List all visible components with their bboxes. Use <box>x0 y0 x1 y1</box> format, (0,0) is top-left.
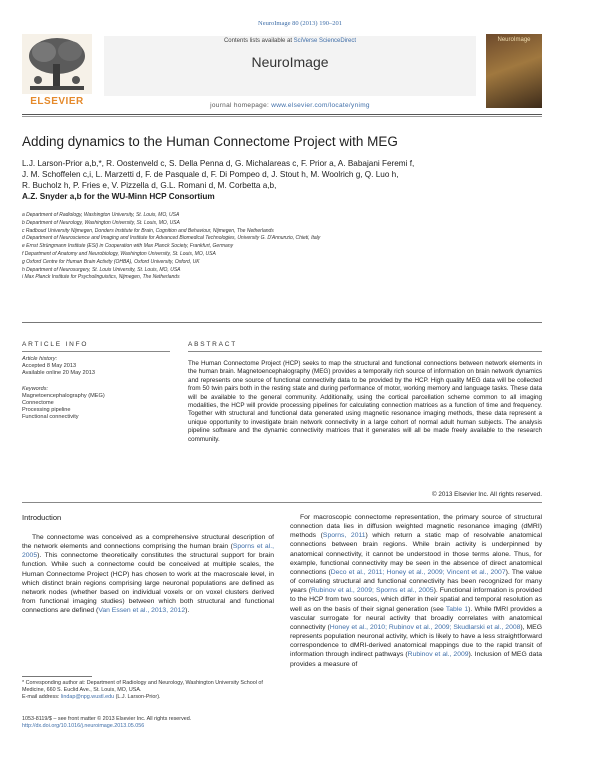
affiliation: c Radboud University Nijmegen, Donders Institute for Brain, Cognition and Behaviour, Nijmegen, The Netherlands <box>22 227 274 234</box>
article-info-divider <box>22 351 170 352</box>
keyword: Functional connectivity <box>22 414 79 421</box>
affiliation: g Oxford Centre for Human Brain Activity (OHBA), Oxford University, Oxford, UK <box>22 258 200 265</box>
citation-link[interactable]: Van Essen et al., 2013, 2012 <box>98 607 186 615</box>
journal-cover-image <box>486 34 542 108</box>
homepage-link[interactable]: www.elsevier.com/locate/ynimg <box>271 102 370 109</box>
keywords-label: Keywords: <box>22 385 49 392</box>
citation-link[interactable]: Sporns et al., 2005 <box>22 543 274 560</box>
authors-line: J. M. Schoffelen c,i, L. Marzetti d, F. de Pasquale d, F. Di Pompeo d, J. Stout h, M. Woolrich g, Q. Luo h, <box>22 170 399 179</box>
body-text: The connectome was conceived as a comprehensive structural description of the network elements and connections comprising the human brain ( <box>22 534 274 551</box>
issn-line: 1053-8119/$ – see front matter © 2013 Elsevier Inc. All rights reserved. <box>22 716 192 722</box>
email-link[interactable]: lindap@npg.wustl.edu <box>60 694 115 700</box>
abstract-divider <box>188 351 542 352</box>
table-link[interactable]: Table 1 <box>445 605 469 613</box>
body-text: For macroscopic connectome representation, the primary source of structural connection data lies in diffusion weighted magnetic resonance imaging (dMRI) methods ( <box>290 514 542 540</box>
abstract-heading: ABSTRACT <box>188 341 238 348</box>
affiliation: f Department of Anatomy and Neurobiology, Washington University, St. Louis, MO, USA <box>22 250 216 257</box>
article-info-heading: ARTICLE INFO <box>22 341 89 348</box>
authors-line: R. Bucholz h, P. Fries e, V. Pizzella d, G.L. Romani d, M. Corbetta a,b, <box>22 181 277 190</box>
contents-line <box>104 38 476 44</box>
body-left-column <box>22 533 274 615</box>
journal-homepage <box>104 102 476 109</box>
email-line <box>22 694 274 701</box>
abstract-bottom-divider <box>22 502 542 503</box>
affiliation: i Max Planck Institute for Psycholinguistics, Nijmegen, The Netherlands <box>22 274 180 281</box>
journal-title: NeuroImage <box>251 54 329 70</box>
affiliation: h Department of Neurosurgery, St. Louis University, St. Louis, MO, USA <box>22 266 181 273</box>
elsevier-tree-logo <box>22 34 92 94</box>
homepage-prefix: journal homepage: <box>210 102 272 109</box>
affiliation-divider <box>22 322 542 323</box>
footnote-divider <box>22 676 92 677</box>
online-date: Available online 20 May 2013 <box>22 370 95 377</box>
body-text: ). The value of correlating structural and functional connectivity has been recognized for many years ( <box>290 568 542 595</box>
affiliation: a Department of Radiology, Washington University, St. Louis, MO, USA <box>22 212 180 218</box>
body-text: ). While fMRI provides a vascular surrogate for neural activity that broadly correlates with anatomical connectivity ( <box>290 605 542 631</box>
issn-block <box>22 716 274 730</box>
journal-citation[interactable]: NeuroImage 80 (2013) 190–201 <box>258 20 342 27</box>
email-suffix: (L.J. Larson-Prior). <box>114 694 161 700</box>
contents-prefix: Contents lists available at <box>223 38 294 44</box>
history-label: Article history: <box>22 356 58 362</box>
keyword: Connectome <box>22 400 54 407</box>
header-divider-thin <box>22 116 542 117</box>
citation-link[interactable]: Deco et al., 2011; Honey et al., 2009; Vincent et al., 2007 <box>330 568 506 576</box>
authors-line: L.J. Larson-Prior a,b,*, R. Oostenveld c, S. Della Penna d, G. Michalareas c, F. Prior a, A. Babajani Feremi f, <box>22 159 415 168</box>
citation-link[interactable]: Honey et al., 2010; Rubinov et al., 2009; Skudlarski et al., 2008 <box>329 623 521 631</box>
author-list <box>22 158 562 202</box>
body-right-column <box>290 513 542 669</box>
keyword: Processing pipeline <box>22 407 71 414</box>
abstract-copyright: © 2013 Elsevier Inc. All rights reserved. <box>432 491 542 498</box>
citation-link[interactable]: Rubinov et al., 2009; Sporns et al., 2005 <box>310 587 434 595</box>
body-text: ). <box>185 607 190 615</box>
article-info <box>22 356 172 422</box>
body-text: ). This connectome theoretically constitutes the structural support for brain function. While such a connectome could be conceived at multiple scales, the Human Connectome Project (HCP) has chosen to work at the macroscale level, in which distinct brain regions comprising large neuronal populations are defined as network nodes (whether based on individual voxels or on voxel clusters derived from functional imaging studies) between which both structural and functional connections are defined ( <box>22 552 274 615</box>
affiliation: e Ernst Strüngmann Institute (ESI) in Cooperation with Max Planck Society, Frankfurt, Germany <box>22 243 234 250</box>
authors-line: A.Z. Snyder a,b for the WU-Minn HCP Consortium <box>22 192 215 201</box>
body-text: ), MEG represents population neuronal activity, which is likely to have a less straightforward correspondence to dMRI-derived anatomical mappings due to the rapid transit of information through indirect pathways ( <box>290 623 543 659</box>
paper-title: Adding dynamics to the Human Connectome Project with MEG <box>22 134 398 149</box>
body-text: ). Inclusion of MEG data provides a measure of <box>290 651 542 668</box>
affiliation: d Department of Neuroscience and Imaging and Institute for Advanced Biomedical Technologies, University G. D'Annunzio, Chieti, Italy <box>22 235 321 242</box>
sciencedirect-link[interactable]: SciVerse ScienceDirect <box>293 38 357 44</box>
corresponding-author: * Corresponding author at: Department of Radiology and Neurology, Washington University School of Medicine, 660 S. Euclid Ave., St. Louis, MO, USA. <box>22 680 263 693</box>
citation-link[interactable]: Sporns, 2011 <box>322 532 366 540</box>
citation-link[interactable]: Rubinov et al., 2009 <box>407 651 469 659</box>
header-divider <box>22 114 542 115</box>
affiliations <box>22 212 562 282</box>
corresponding-footnote <box>22 680 274 701</box>
body-text: ) which return a static map of resolvable anatomical connections between brain regions. While brain activity is underpinned by anatomical connectivity, it cannot be understood in those terms alone. Thus, for example, functional connectivity may be seen in the absence of direct anatomical connections ( <box>290 532 542 576</box>
introduction-heading: Introduction <box>22 513 62 522</box>
doi-link[interactable]: http://dx.doi.org/10.1016/j.neuroimage.2013.05.056 <box>22 723 145 729</box>
affiliation: b Department of Neurology, Washington University, St. Louis, MO, USA <box>22 219 180 226</box>
email-label: E-mail address: <box>22 694 61 700</box>
publisher-name: ELSEVIER <box>30 96 84 107</box>
accepted-date: Accepted 8 May 2013 <box>22 363 77 370</box>
body-text: ). Functional information is provided to the HCP from two sources, which differ in their spatial and temporal resolution as well as on the basis of their signal generation (see <box>290 587 542 613</box>
keyword: Magnetoencephalography (MEG) <box>22 392 105 399</box>
abstract-text: The Human Connectome Project (HCP) seeks to map the structural and functional connections between network elements in the human brain. Magnetoencephalography (MEG) provides a temporally rich source of information on brain network dynamics and represents one source of functional connectivity data to be provided by the HCP. High quality MEG data will be collected from 50 twin pairs both in the resting state and during performance of motor, working memory and language tasks. These data will be available to the general community. Additionally, using the cortical parcellation scheme common to all imaging modalities, the HCP will provide processing pipelines for calculating connection matrices as a function of time and frequency. Together with structural and functional data generated using magnetic resonance imaging methods, these data represent a unique opportunity to investigate brain network connectivity in a large cohort of normal adult human subjects. The analysis pipeline software and the dynamic connectivity matrices that it generates will all be made freely available to the research community. <box>188 360 542 443</box>
cover-title: NeuroImage <box>497 37 531 43</box>
